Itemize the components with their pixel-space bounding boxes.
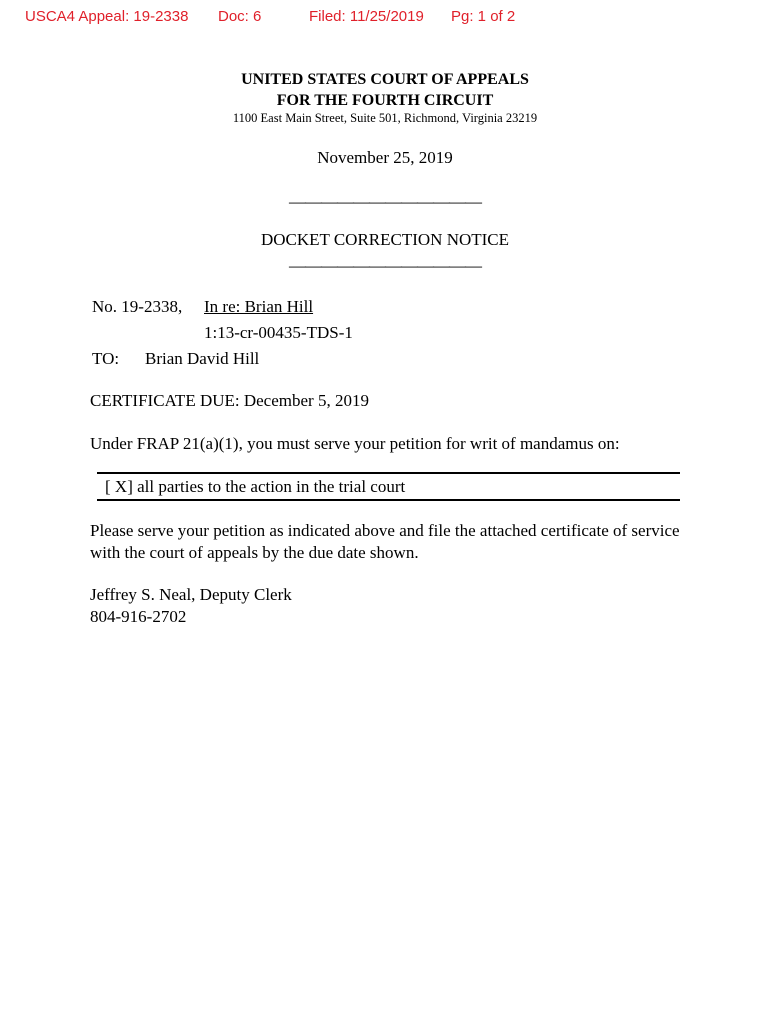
stamp-doc-number: Doc: 6 [218,8,262,25]
frap-instruction: Under FRAP 21(a)(1), you must serve your petition for writ of mandamus on: [90,434,620,453]
lower-court-case-number: 1:13-cr-00435-TDS-1 [204,323,353,342]
court-address: 1100 East Main Street, Suite 501, Richmond, Virginia 23219 [232,111,538,125]
separator-top: ———————————— [289,192,481,211]
service-instructions: Please serve your petition as indicated above and file the attached certificate of service with the court of appeals by the due date shown. [90,521,680,562]
clerk-name: Jeffrey S. Neal, Deputy Clerk [90,585,292,604]
case-number: No. 19-2338, [92,297,183,316]
notice-title: DOCKET CORRECTION NOTICE [260,230,510,249]
court-name-line-2: FOR THE FOURTH CIRCUIT [276,92,494,109]
court-name-line-1: UNITED STATES COURT OF APPEALS [241,71,529,88]
service-box-top-rule [97,472,680,474]
case-caption: In re: Brian Hill [204,297,314,316]
certificate-due: CERTIFICATE DUE: December 5, 2019 [90,391,369,410]
clerk-phone: 804-916-2702 [90,607,187,626]
to-label: TO: [92,349,120,368]
separator-bottom: ———————————— [289,256,481,275]
recipient-name: Brian David Hill [145,349,260,368]
stamp-filed-date: Filed: 11/25/2019 [309,8,424,25]
stamp-appeal-number: USCA4 Appeal: 19-2338 [25,8,189,25]
service-box-bottom-rule [97,499,680,501]
stamp-page-count: Pg: 1 of 2 [451,8,516,25]
notice-date: November 25, 2019 [317,148,453,167]
service-option: [ X] all parties to the action in the trial court [105,477,406,496]
